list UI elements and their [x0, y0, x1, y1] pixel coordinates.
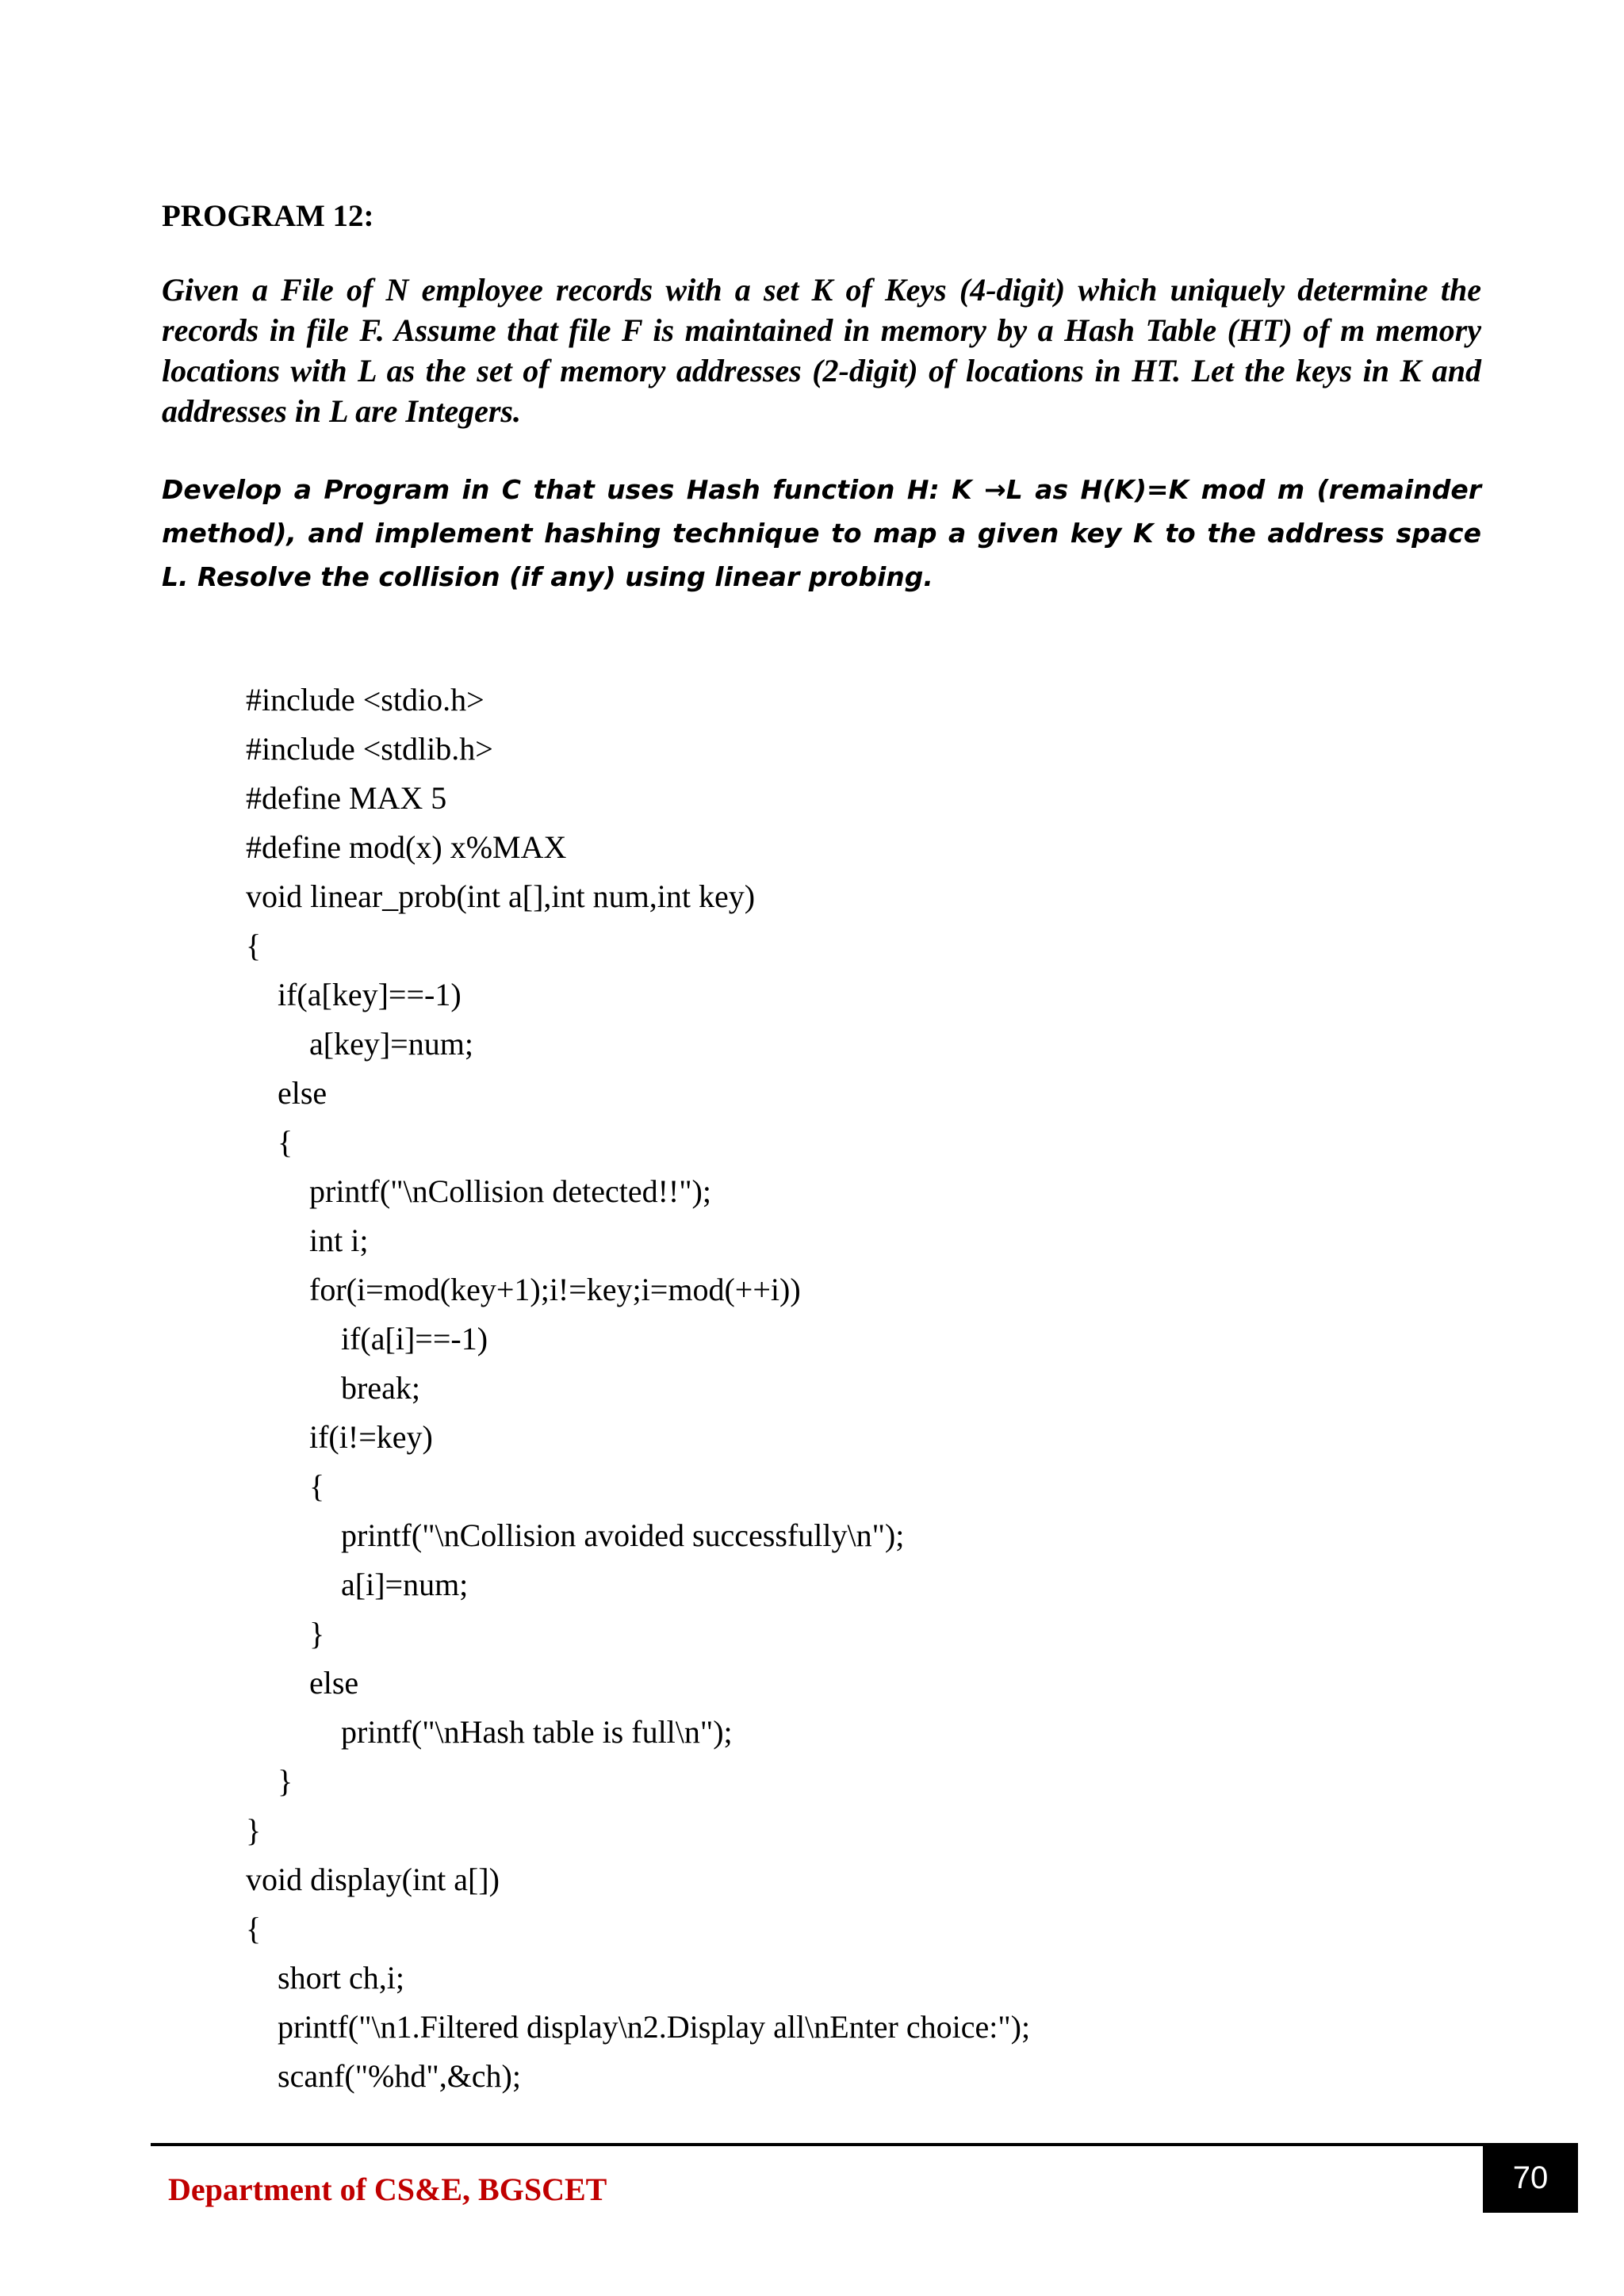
program-heading: PROGRAM 12:	[162, 199, 374, 233]
footer-department: Department of CS&E, BGSCET	[168, 2172, 607, 2207]
code-line: a[key]=num;	[246, 1026, 473, 1062]
code-line: if(a[key]==-1)	[246, 977, 462, 1012]
code-line: break;	[246, 1370, 420, 1406]
code-line: #include <stdio.h>	[246, 682, 485, 718]
code-line: void display(int a[])	[246, 1862, 500, 1897]
code-line: printf("\nCollision detected!!");	[246, 1173, 711, 1209]
code-line: {	[246, 928, 262, 963]
code-line: printf("\nHash table is full\n");	[246, 1714, 733, 1750]
code-line: #include <stdlib.h>	[246, 731, 493, 767]
code-line: printf("\n1.Filtered display\n2.Display all\nEnter choice:");	[246, 2009, 1031, 2045]
code-line: for(i=mod(key+1);i!=key;i=mod(++i))	[246, 1272, 801, 1307]
code-line: {	[246, 1468, 325, 1504]
page-number: 70	[1512, 2160, 1549, 2195]
code-line: }	[246, 1812, 262, 1848]
code-line: scanf("%hd",&ch);	[246, 2058, 521, 2094]
code-line: else	[246, 1075, 327, 1111]
code-line: void linear_prob(int a[],int num,int key)	[246, 878, 756, 914]
code-line: else	[246, 1665, 359, 1701]
code-line: {	[246, 1124, 293, 1160]
code-line: if(i!=key)	[246, 1419, 433, 1455]
code-line: #define MAX 5	[246, 780, 447, 816]
code-line: {	[246, 1911, 262, 1946]
code-line: }	[246, 1763, 293, 1799]
code-line: }	[246, 1616, 325, 1651]
code-line: int i;	[246, 1223, 369, 1258]
code-line: #define mod(x) x%MAX	[246, 829, 567, 865]
code-listing	[246, 675, 1030, 2101]
page-number-badge	[1483, 2143, 1578, 2213]
code-line: short ch,i;	[246, 1960, 404, 1996]
code-line: printf("\nCollision avoided successfully\n");	[246, 1517, 905, 1553]
problem-statement: Given a File of N employee records with a set K of Keys (4-digit) which uniquely determine the records in file F. Assume that file F is maintained in memory by a Hash Table (HT) of m memory locations with L as the set of memory addresses (2-digit) of locations in HT. Let the keys in K and addresses in L are Integers.	[162, 272, 1481, 429]
footer-divider	[151, 2143, 1483, 2146]
code-line: if(a[i]==-1)	[246, 1321, 488, 1357]
code-line: a[i]=num;	[246, 1567, 469, 1602]
task-statement: Develop a Program in C that uses Hash function H: K →L as H(K)=K mod m (remainder method), and implement hashing technique to map a given key K to the address space L. Resolve the collision (if any) using linear probing.	[162, 474, 1481, 592]
